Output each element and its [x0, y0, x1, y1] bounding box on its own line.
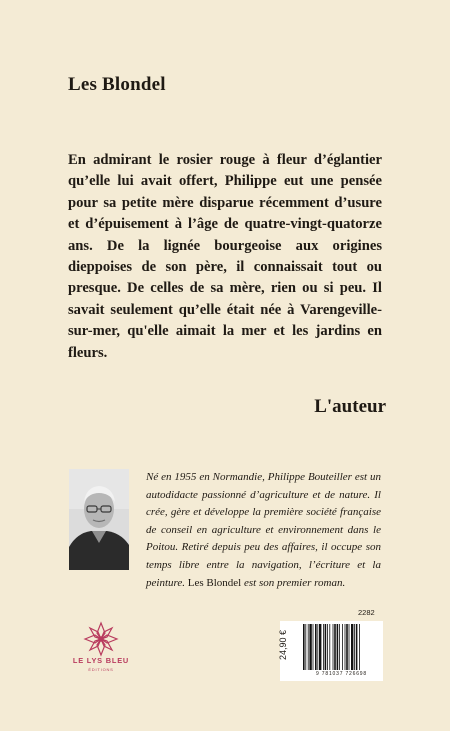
price-label: 24,90 € — [278, 629, 288, 660]
barcode-bar — [309, 624, 311, 670]
author-bio — [146, 469, 381, 592]
lotus-flower-icon — [70, 620, 132, 658]
reference-code: 2282 — [358, 608, 375, 617]
barcode-bar — [325, 624, 327, 670]
isbn-digits: 9 781037 726698 — [316, 671, 367, 677]
barcode-bar — [349, 624, 350, 670]
barcode-bar — [359, 624, 360, 670]
barcode-bar — [313, 624, 314, 670]
publisher-name: LE LYS BLEU — [72, 656, 130, 665]
barcode-bar — [305, 624, 306, 670]
author-bio-book-title: Les Blondel — [187, 576, 242, 589]
barcode-bar — [337, 624, 339, 670]
barcode-bar — [334, 624, 336, 670]
book-title: Les Blondel — [68, 74, 166, 95]
barcode-bar — [303, 624, 305, 670]
barcode-bar — [339, 624, 340, 670]
publisher-imprint: ÉDITIONS — [88, 667, 114, 672]
synopsis-block — [68, 150, 382, 364]
author-bio-text — [146, 469, 381, 592]
barcode-bar — [342, 624, 343, 670]
barcode-bar — [317, 624, 318, 670]
author-photo — [69, 469, 129, 570]
barcode-bar — [354, 624, 355, 670]
barcode-bar — [346, 624, 348, 670]
barcode-bar — [356, 624, 358, 670]
barcode-bar — [333, 624, 334, 670]
barcode-bar — [308, 624, 309, 670]
barcode-bar — [345, 624, 346, 670]
author-portrait-image — [69, 469, 129, 570]
author-bio-part1: Né en 1955 en Normandie, Philippe Bouteiller est un autodidacte passionné d’agriculture et de nature. Il crée, gère et développe la première société française de conseil en agriculture et environnement dans le Poitou. Retiré depuis peu des affaires, il occupe son temps libre entre la navigation, l’écriture et la peinture. — [146, 471, 381, 589]
barcode-bar — [319, 624, 321, 670]
author-bio-part2: est son premier roman. — [241, 576, 346, 589]
author-heading: L'auteur — [314, 396, 386, 417]
isbn-barcode — [302, 624, 381, 670]
barcode-bar — [327, 624, 328, 670]
barcode-bar — [323, 624, 324, 670]
barcode-bar — [351, 624, 353, 670]
barcode-bar — [315, 624, 317, 670]
synopsis-text: En admirant le rosier rouge à fleur d’églantier qu’elle lui avait offert, Philippe eut une pensée pour sa petite mère disparue récemment d’usure et d’épuisement à l’âge de quatre-vingt-quatorze ans. De la lignée bourgeoise aux origines dieppoises de son père, il connaissait tout ou presque. De celles de sa mère, rien ou si peu. Il savait seulement qu’elle était née à Varengeville-sur-mer, qu'elle aimait la mer et les jardins en fleurs. — [68, 152, 382, 361]
barcode-bar — [329, 624, 330, 670]
